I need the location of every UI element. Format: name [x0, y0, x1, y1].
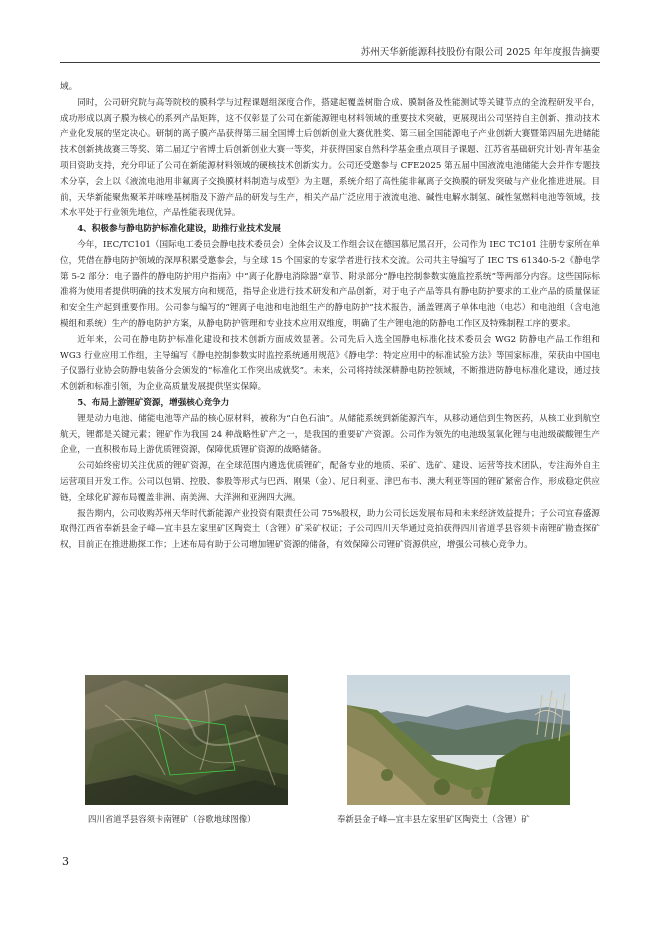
header-divider: [60, 62, 600, 63]
report-body: [60, 80, 600, 554]
right-figure-caption: 奉新县金子峰—宜丰县左家里矿区陶瓷土（含锂）矿: [337, 814, 530, 824]
paragraph-iec-meeting: 今年，IEC/TC101（国际电工委员会静电技术委员会）全体会议及工作组会议在德国慕尼黑召开，公司作为 IEC TC101 注册专家所在单位，凭借在静电防护领域的深厚积累受邀参会，与全球 15 个国家的专家学者进行技术交流。公司共主导编写了 IEC TS 61340-5-2《静电学第 5-2 部分：电子器件的静电防护用户指南》中“离子化静电消除器”章节、附录部分“静电控制参数实施监控系统”等两部分内容。这些国际标准将为使用者提供明确的技术发展方向和规范，指导企业进行技术研发和产品创新，对于电子产品等具有静电防护要求的工业产品的质量保证和安全生产起到重要作用。公司参与编写的“锂离子电池和电池组生产的静电防护”技术报告，涵盖锂离子单体电池（电芯）和电池组（含电池模组和系统）生产的静电防护方案，从静电防护管理和专业技术应用双维度，明确了生产锂电池的防静电工作区及特殊制程工序的要求。: [60, 239, 600, 329]
report-header: 苏州天华新能源科技股份有限公司 2025 年年度报告摘要: [360, 47, 600, 58]
satellite-terrain-photo: [85, 675, 288, 805]
section-heading-lithium-resources: 5、布局上游锂矿资源，增强核心竞争力: [77, 397, 230, 408]
paragraph-lithium-importance: 锂是动力电池、储能电池等产品的核心原材料，被称为“白色石油”。从储能系统到新能源汽车，从移动通信到生物医药，从核工业到航空航天，锂都是关键元素；锂矿作为我国 24 种战略性矿产之一，是我国的重要矿产资源。公司作为领先的电池级氢氧化锂与电池级碳酸锂生产企业，一直积极布局上游优质锂资源，保障优质锂矿资源的战略储备。: [60, 413, 600, 456]
paragraph-global-sourcing: 公司始终密切关注优质的锂矿资源，在全球范围内遴选优质锂矿，配备专业的地质、采矿、选矿、建设、运营等技术团队，专注海外自主运营项目开发工作。公司以包销、控股、参股等形式与巴西、刚果（金）、尼日利亚、津巴布韦、澳大利亚等国的锂矿紧密合作，形成稳定供应链，全球化矿源布局覆盖非洲、南美洲、大洋洲和亚洲四大洲。: [60, 461, 600, 503]
mountain-site-photo: [347, 675, 570, 805]
page-number: 3: [62, 855, 69, 868]
paragraph-standardization: 近年来，公司在静电防护标准化建设和技术创新方面成效显著。公司先后入选全国静电标准化技术委员会 WG2 防静电产品工作组和 WG3 行业应用工作组，主导编写《静电控制参数实时监控系统通用规范》《静电学：特定应用中的标准试验方法》等国家标准，荣获由中国电子仪器行业协会防静电装备分会颁发的“标准化工作突出成就奖”。未来，公司将持续深耕静电防控领域，不断推进防静电标准化建设，通过技术创新和标准引领，为企业高质量发展提供坚实保障。: [60, 334, 600, 393]
paragraph-continuation: 域。: [60, 82, 78, 92]
section-heading-static-protection: 4、积极参与静电防护标准化建设，助推行业技术发展: [77, 224, 281, 235]
left-figure-caption: 四川省道孚县容须卡南锂矿（谷歌地球图像）: [88, 814, 256, 824]
paragraph-ion-membrane: 同时，公司研究院与高等院校的膜科学与过程课题组深度合作，搭建起覆盖树脂合成、膜制备及性能测试等关键节点的全流程研发平台，成功形成以离子膜为核心的系列产品矩阵，这不仅彰显了公司在新能源锂电材料领域的重要技术突破，更展现出公司坚持自主创新、推动技术产业化发展的坚定决心。研制的离子膜产品获得第三届全国博士后创新创业大赛优胜奖、第三届全国能源电子产业创新大赛暨第四届先进储能技术创新挑战赛三等奖、第二届辽宁省博士后创新创业大赛一等奖，并获得国家自然科学基金重点项目子课题、江苏省基础研究计划-青年基金项目资助支持，充分印证了公司在新能源材料领域的硬核技术创新实力。公司还受邀参与 CFE2025 第五届中国液流电池储能大会并作专题技术分享，会上以《液流电池用非氟离子交换膜材料制造与成型》为主题，系统介绍了高性能非氟离子交换膜的研发突破与产业化推进进展。目前，天华新能聚焦聚苯并咪唑基树脂及下游产品的研发与生产，相关产品广泛应用于液流电池、碱性电解水制氢、碱性氢燃料电池等领域，技术水平处于行业领先地位，产品性能表现优异。: [60, 97, 600, 219]
paragraph-acquisitions: 报告期内，公司收购苏州天华时代新能源产业投资有限责任公司 75%股权，助力公司长远发展布局和未来经济效益提升；子公司宜春盛源取得江西省奉新县金子峰—宜丰县左家里矿区陶瓷土（含锂）矿采矿权证；子公司四川天华通过竞拍获得四川省道孚县容须卡南锂矿勘查探矿权，目前正在推进勘探工作；上述布局有助于公司增加锂矿资源的储备，有效保障公司锂矿资源供应，增强公司核心竞争力。: [60, 508, 600, 551]
